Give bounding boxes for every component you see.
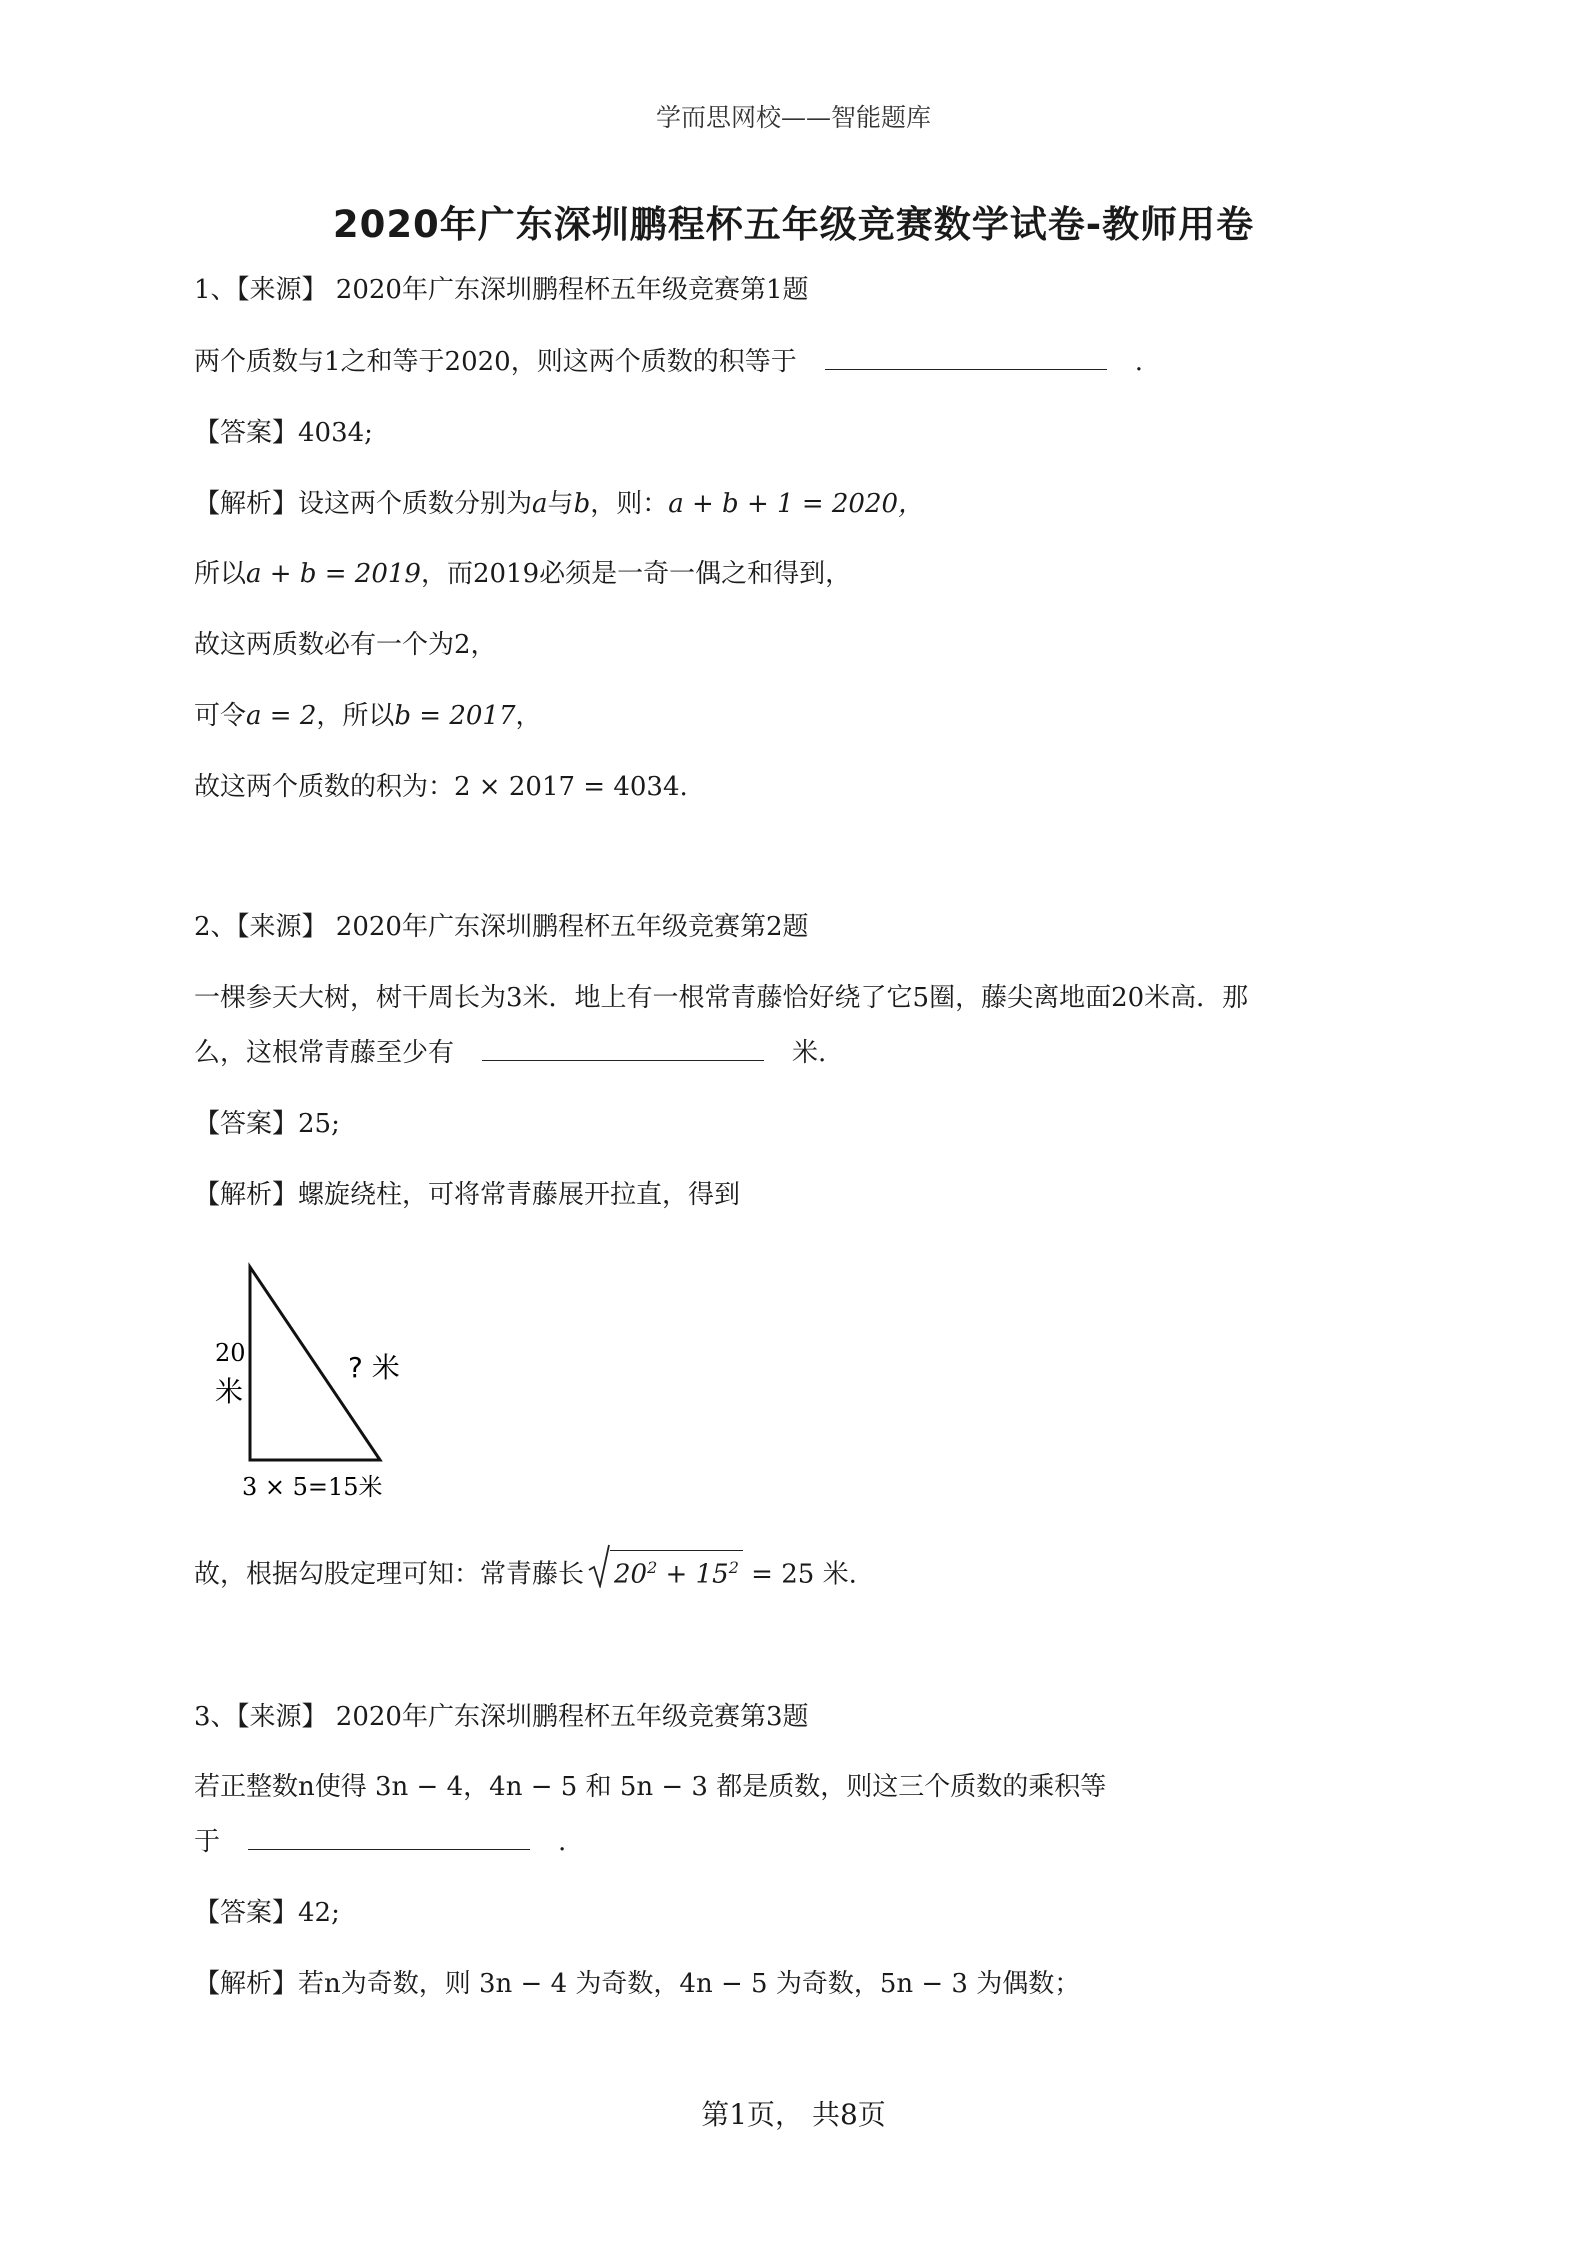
q2-source: 2、【来源】 2020年广东深圳鹏程杯五年级竞赛第2题 [194,912,809,942]
q1-a4-eq2: b = 2017 [394,701,516,731]
q1-a1-mid: 与 [547,489,574,519]
fig-bottom-label: 3 × 5=15米 [242,1473,383,1501]
q2-stem-line2 [194,1036,826,1070]
q1-answer: 【答案】4034; [194,418,373,448]
q1-analysis-line2 [194,557,851,591]
q1-stem-end: . [1134,347,1143,377]
q2-stem2-pre: 么，这根常青藤至少有 [194,1038,455,1068]
q2-triangle-svg [210,1255,430,1505]
page-title: 2020年广东深圳鹏程杯五年级竞赛数学试卷-教师用卷 [332,203,1255,246]
q1-analysis-line3: 故这两质数必有一个为2， [194,630,497,660]
q1-answer-blank [825,345,1107,370]
sqrt-plus: + [657,1559,696,1590]
q2-answer-blank [482,1036,764,1061]
sqrt-term-b: 15 [695,1559,729,1590]
q3-analysis: 【解析】若n为奇数，则 3n − 4 为奇数，4n − 5 为奇数，5n − 3 为偶数； [194,1969,1081,1999]
page-header: 学而思网校——智能题库 [655,103,931,132]
fig-left-label-top: 20 [215,1339,246,1367]
q1-a4-pre: 可令 [194,701,247,731]
q1-a1-pre: 设这两个质数分别为 [298,489,533,519]
q3-stem-line1: 若正整数n使得 3n − 4，4n − 5 和 5n − 3 都是质数，则这三个质数的乘积等 [194,1772,1107,1802]
q2-conclusion [194,1550,857,1592]
q1-a1-post: ，则： [590,489,669,519]
q1-a1-eq: a + b + 1 = 2020， [668,489,925,519]
q2-conclusion-pre: 故，根据勾股定理可知：常青藤长 [194,1559,585,1590]
q1-var-b: b [573,489,591,519]
q3-stem-line2 [194,1825,566,1859]
q2-answer: 【答案】25; [194,1109,340,1139]
sqrt-expression [588,1550,743,1592]
sqrt-radical-sign [588,1544,610,1588]
fig-hypotenuse-label: ? 米 [348,1351,400,1384]
q1-var-a: a [532,489,548,519]
q2-stem2-post: 米. [792,1038,827,1068]
q2-analysis: 【解析】螺旋绕柱，可将常青藤展开拉直，得到 [194,1180,741,1210]
q1-a2-pre: 所以 [194,559,247,589]
q1-analysis-line1 [194,487,924,521]
q1-source: 1、【来源】 2020年广东深圳鹏程杯五年级竞赛第1题 [194,275,809,305]
q3-answer: 【答案】42; [194,1898,340,1928]
q1-a2-eq: a + b = 2019 [246,559,421,589]
sqrt-term-a: 20 [614,1559,648,1590]
q1-analysis-line4 [194,699,542,733]
sqrt-term-b-exp: 2 [728,1558,739,1577]
q2-stem-line1: 一棵参天大树，树干周长为3米．地上有一根常青藤恰好绕了它5圈，藤尖离地面20米高．那 [194,983,1249,1013]
q1-analysis-line5: 故这两个质数的积为：2 × 2017 = 4034. [194,772,688,802]
q1-stem [194,345,1143,379]
q1-a4-mid: ，所以 [316,701,395,731]
q3-source: 3、【来源】 2020年广东深圳鹏程杯五年级竞赛第3题 [194,1702,809,1732]
sqrt-term-a-exp: 2 [647,1558,658,1577]
q1-a4-post: ， [515,701,542,731]
q2-triangle-figure [210,1255,430,1509]
q3-answer-blank [248,1825,530,1850]
q2-conclusion-post: = 25 米. [742,1559,857,1590]
q3-stem2-post: . [558,1827,567,1857]
q1-stem-text: 两个质数与1之和等于2020，则这两个质数的积等于 [194,347,797,377]
page-footer: 第1页， 共8页 [701,2098,886,2131]
q1-a4-eq1: a = 2 [246,701,317,731]
q3-stem2-pre: 于 [194,1827,221,1857]
q1-analysis-label: 【解析】 [194,489,299,519]
fig-left-label-bottom: 米 [215,1375,244,1408]
q1-a2-post: ，而2019必须是一奇一偶之和得到， [420,559,852,589]
